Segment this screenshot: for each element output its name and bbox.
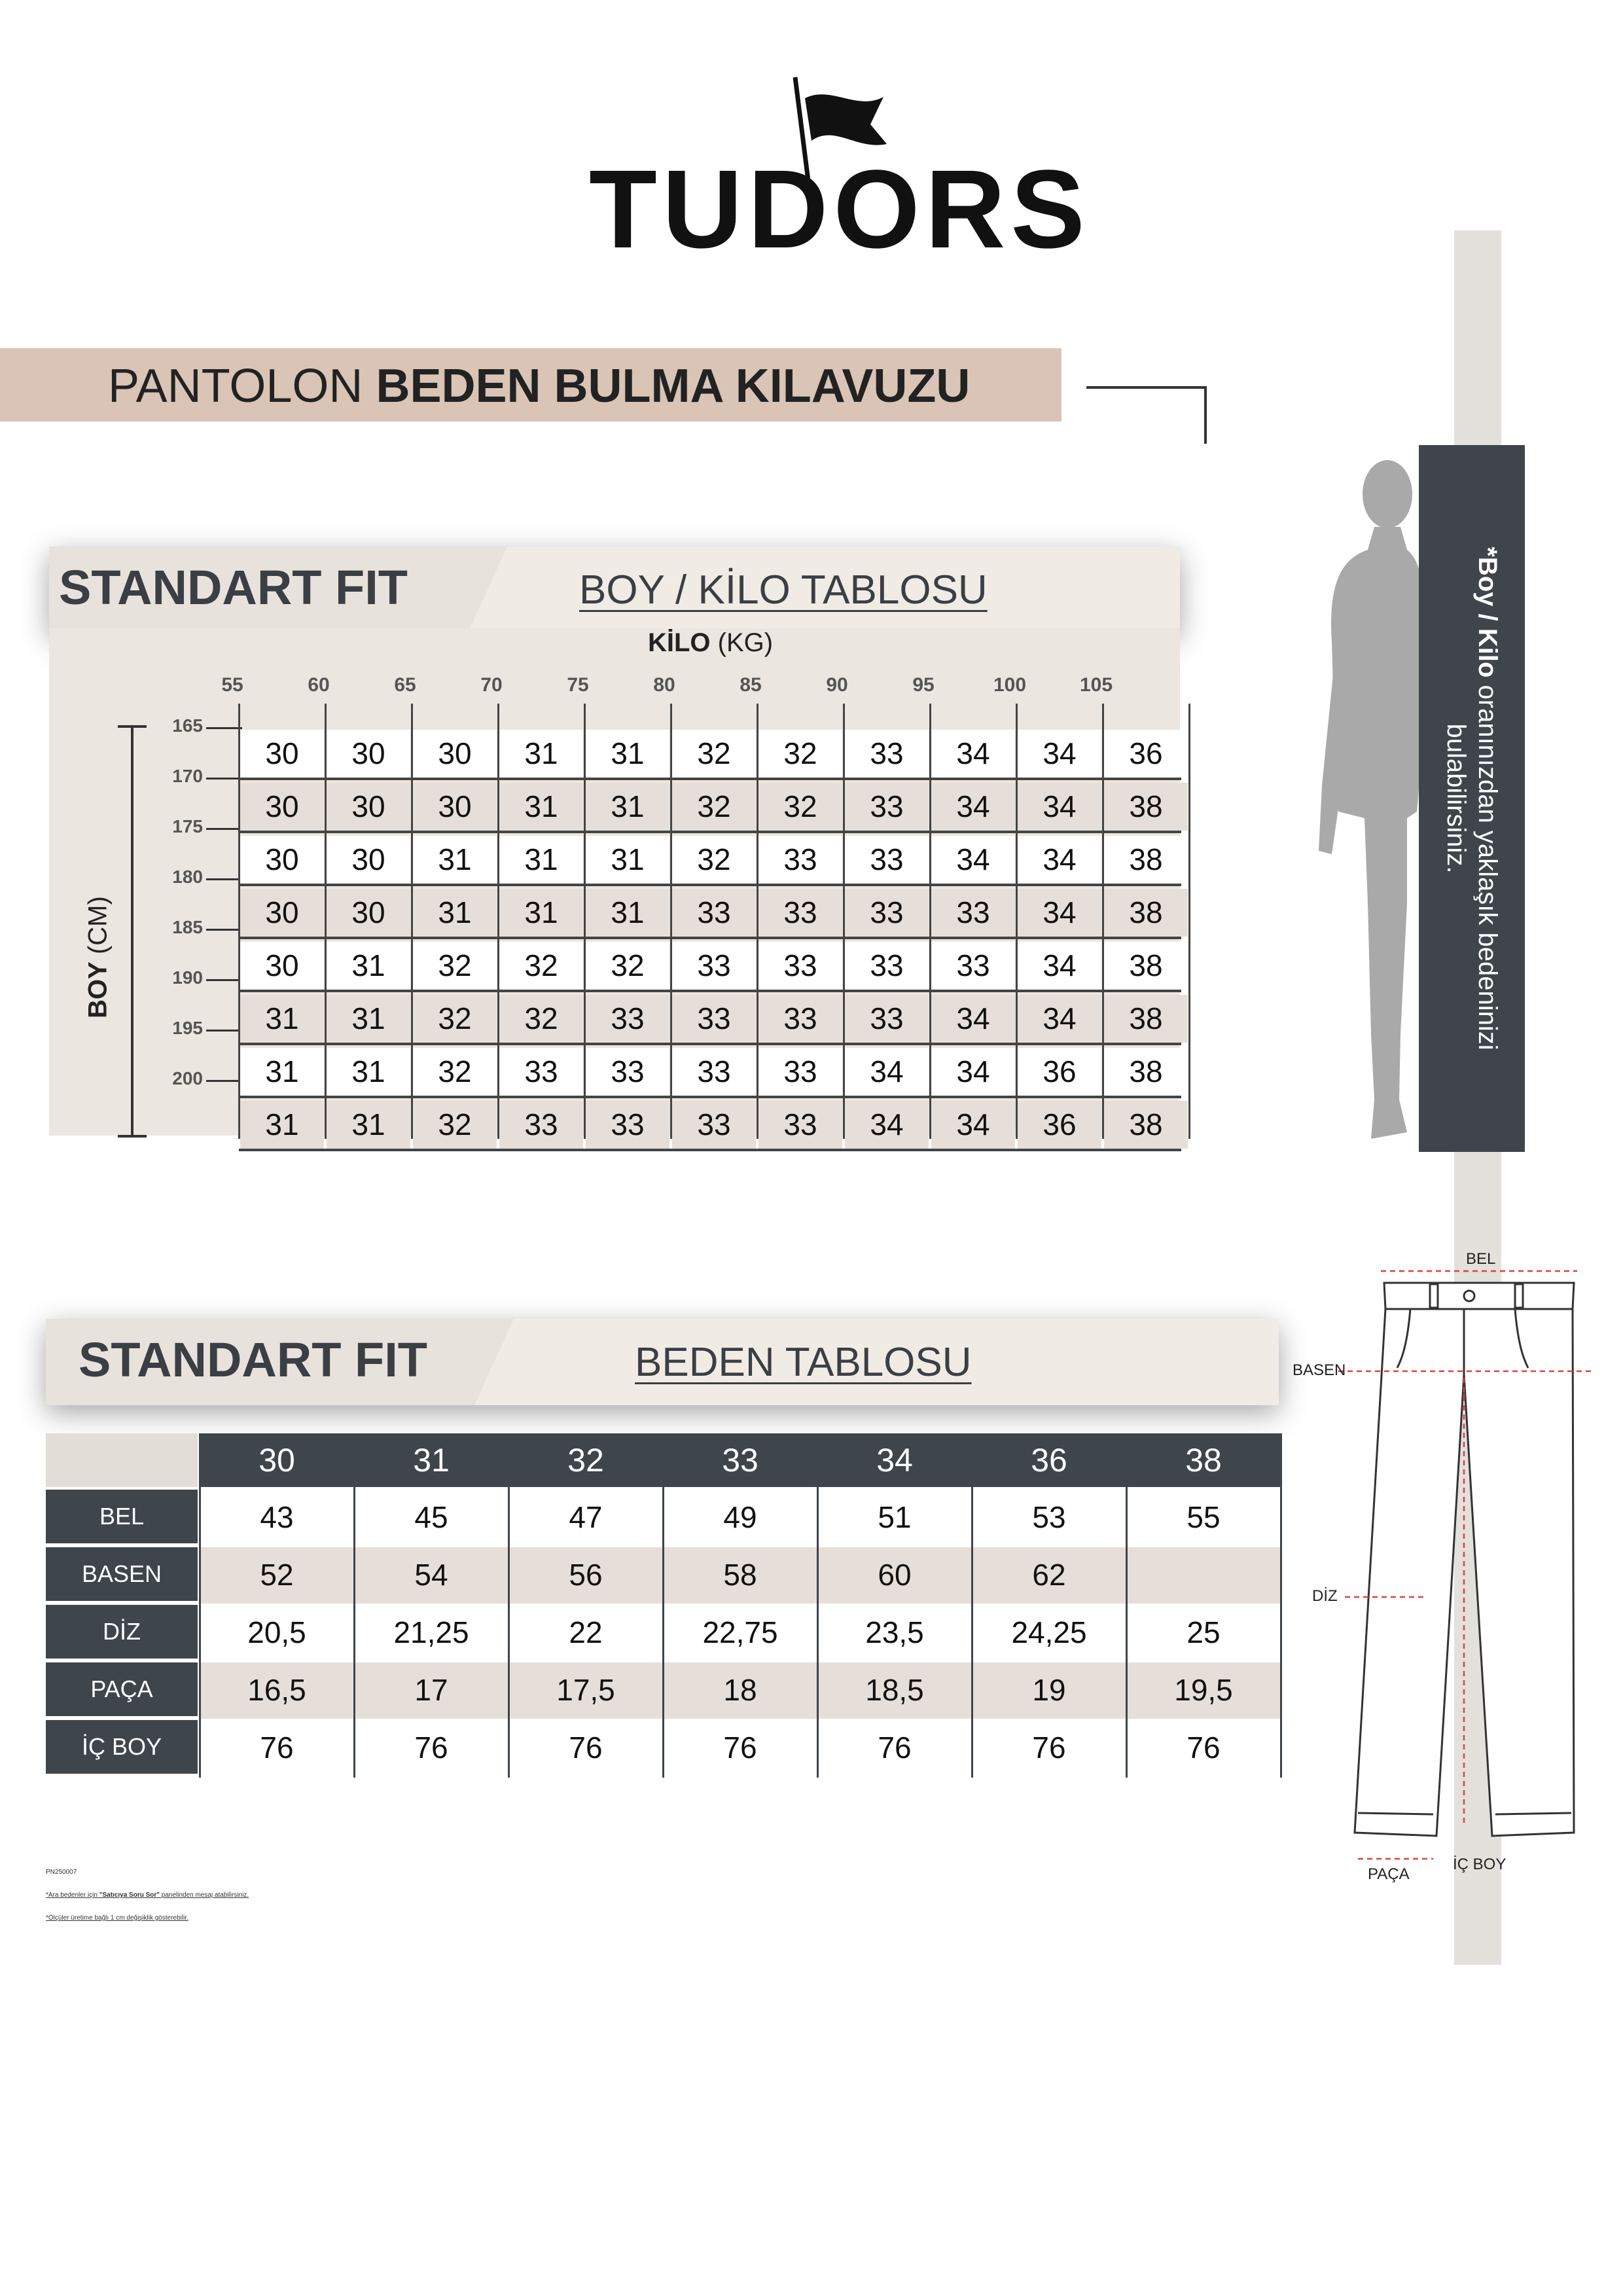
table-cell: 18,5 bbox=[865, 1673, 924, 1707]
measure-label: İÇ BOY bbox=[46, 1720, 198, 1774]
grid-vline bbox=[411, 704, 413, 1139]
table-cell: 33 bbox=[499, 1048, 583, 1096]
boy-tick-line bbox=[206, 929, 242, 931]
brand-logo bbox=[589, 72, 1090, 272]
table-cell: 31 bbox=[327, 995, 410, 1043]
boy-tick-line bbox=[206, 979, 242, 981]
kilo-label-unit: (KG) bbox=[717, 628, 774, 657]
table-cell: 36 bbox=[1104, 730, 1188, 778]
grid-vline bbox=[325, 704, 327, 1139]
table-cell: 76 bbox=[1032, 1731, 1066, 1765]
table-vline bbox=[817, 1433, 819, 1778]
table-cell: 33 bbox=[672, 1101, 756, 1149]
pants-diagram bbox=[1293, 1244, 1607, 1898]
boy-tick-line bbox=[206, 828, 242, 830]
table-cell: 30 bbox=[240, 730, 324, 778]
kilo-tick: 100 bbox=[993, 674, 1027, 696]
side-note-text: oranınızdan yaklaşık bedeninizi bulabilirsiniz. bbox=[1442, 677, 1502, 1050]
side-note bbox=[1440, 471, 1503, 1126]
table-cell: 33 bbox=[931, 889, 1015, 937]
boy-tick: 200 bbox=[172, 1068, 203, 1088]
table-cell: 38 bbox=[1104, 1101, 1188, 1149]
kilo-tick: 80 bbox=[653, 674, 675, 696]
table-cell: 30 bbox=[327, 783, 410, 831]
human-silhouette-icon bbox=[1309, 445, 1427, 1152]
kilo-tick: 55 bbox=[221, 674, 243, 696]
measure-label: BEL bbox=[46, 1490, 198, 1543]
grid-vline bbox=[1188, 704, 1190, 1139]
table-cell: 47 bbox=[569, 1500, 603, 1534]
boy-label-bold: BOY bbox=[83, 961, 113, 1018]
table-row bbox=[239, 889, 1181, 939]
table-cell: 53 bbox=[1032, 1500, 1066, 1534]
table-cell: 33 bbox=[672, 1048, 756, 1096]
table-cell: 31 bbox=[499, 836, 583, 884]
boy-kilo-grid bbox=[239, 730, 1181, 1154]
grid-vline bbox=[757, 704, 758, 1139]
table-cell: 32 bbox=[758, 783, 842, 831]
table-cell: 33 bbox=[845, 942, 929, 990]
size-header: 36 bbox=[972, 1433, 1126, 1487]
table-cell: 22,75 bbox=[702, 1615, 778, 1649]
label-basen: BASEN bbox=[1293, 1361, 1346, 1379]
table-cell: 34 bbox=[1018, 995, 1101, 1043]
section-header-beden bbox=[46, 1319, 1279, 1405]
table-cell: 32 bbox=[672, 836, 756, 884]
table-vline bbox=[353, 1433, 355, 1778]
table-cell: 31 bbox=[413, 836, 497, 884]
kilo-tick: 75 bbox=[567, 674, 589, 696]
kilo-tick: 85 bbox=[740, 674, 762, 696]
measure-label: DİZ bbox=[46, 1605, 198, 1659]
table-cell: 32 bbox=[586, 942, 669, 990]
table-vline bbox=[971, 1433, 973, 1778]
table-cell: 30 bbox=[327, 889, 410, 937]
table-cell: 33 bbox=[672, 889, 756, 937]
table-cell: 30 bbox=[327, 730, 410, 778]
boy-axis-label bbox=[84, 859, 113, 1056]
table-cell: 34 bbox=[931, 783, 1015, 831]
table-cell: 54 bbox=[414, 1558, 448, 1592]
table-cell: 34 bbox=[1018, 730, 1101, 778]
table-cell: 62 bbox=[1032, 1558, 1066, 1592]
table-cell: 38 bbox=[1104, 942, 1188, 990]
table-cell: 33 bbox=[586, 1048, 669, 1096]
table-cell: 20,5 bbox=[247, 1615, 306, 1649]
table-cell: 31 bbox=[327, 1101, 410, 1149]
table-cell: 34 bbox=[931, 995, 1015, 1043]
table-cell: 31 bbox=[327, 1048, 410, 1096]
title-corner-line bbox=[1086, 386, 1207, 444]
table-vline bbox=[1126, 1433, 1128, 1778]
table-cell: 22 bbox=[569, 1615, 603, 1649]
title-light: PANTOLON bbox=[108, 360, 363, 412]
table-cell: 32 bbox=[672, 730, 756, 778]
pants-icon bbox=[1293, 1244, 1607, 1898]
kilo-tick: 70 bbox=[480, 674, 503, 696]
grid-vline bbox=[584, 704, 586, 1139]
table-cell: 34 bbox=[931, 1048, 1015, 1096]
section-subtitle: BOY / KİLO TABLOSU bbox=[579, 567, 988, 613]
table-cell: 25 bbox=[1186, 1615, 1221, 1649]
section-header-boy-kilo bbox=[49, 547, 1180, 633]
table-row bbox=[239, 942, 1181, 992]
table-cell: 32 bbox=[413, 1101, 497, 1149]
table-cell: 33 bbox=[758, 889, 842, 937]
table-cell: 49 bbox=[723, 1500, 757, 1534]
table-cell: 34 bbox=[931, 836, 1015, 884]
table-cell: 76 bbox=[723, 1731, 757, 1765]
boy-tick: 180 bbox=[172, 867, 203, 887]
table-cell: 34 bbox=[931, 730, 1015, 778]
table-cell: 38 bbox=[1104, 1048, 1188, 1096]
table-cell: 55 bbox=[1186, 1500, 1221, 1534]
grid-vline bbox=[670, 704, 672, 1139]
side-note-bold: *Boy / Kilo bbox=[1473, 547, 1502, 678]
table-cell: 51 bbox=[878, 1500, 912, 1534]
boy-axis-cap-bottom bbox=[118, 1135, 147, 1138]
grid-vline bbox=[843, 704, 845, 1139]
table-cell: 32 bbox=[413, 1048, 497, 1096]
note-1-pre: *Ara bedenler için bbox=[46, 1892, 99, 1899]
table-cell: 23,5 bbox=[865, 1615, 924, 1649]
table-cell: 45 bbox=[414, 1500, 448, 1534]
table-cell: 30 bbox=[413, 783, 497, 831]
section-fit-title: STANDART FIT bbox=[79, 1333, 427, 1387]
table-cell: 32 bbox=[413, 995, 497, 1043]
boy-tick: 165 bbox=[172, 715, 203, 736]
table-cell: 34 bbox=[1018, 836, 1101, 884]
table-cell: 34 bbox=[1018, 783, 1101, 831]
table-cell: 76 bbox=[414, 1731, 448, 1765]
table-cell: 76 bbox=[260, 1731, 294, 1765]
boy-tick: 190 bbox=[172, 967, 203, 988]
label-diz: DİZ bbox=[1312, 1587, 1338, 1605]
table-row bbox=[239, 783, 1181, 833]
table-cell: 32 bbox=[672, 783, 756, 831]
table-cell: 76 bbox=[878, 1731, 912, 1765]
boy-tick-line bbox=[206, 1030, 242, 1031]
table-cell: 52 bbox=[260, 1558, 294, 1592]
note-1-bold: "Satıcıya Soru Sor" bbox=[99, 1892, 160, 1899]
table-cell: 31 bbox=[413, 889, 497, 937]
table-cell: 33 bbox=[845, 836, 929, 884]
measure-label: BASEN bbox=[46, 1547, 198, 1601]
table-cell: 18 bbox=[723, 1673, 757, 1707]
size-header: 34 bbox=[818, 1433, 971, 1487]
table-cell: 56 bbox=[569, 1558, 603, 1592]
boy-tick-line bbox=[206, 1080, 242, 1082]
label-ic-boy: İÇ BOY bbox=[1453, 1856, 1507, 1873]
kilo-tick: 60 bbox=[308, 674, 330, 696]
table-cell: 31 bbox=[499, 889, 583, 937]
size-header: 32 bbox=[509, 1433, 662, 1487]
table-cell: 33 bbox=[586, 995, 669, 1043]
table-cell: 38 bbox=[1104, 836, 1188, 884]
table-cell: 34 bbox=[931, 1101, 1015, 1149]
grid-vline bbox=[929, 704, 931, 1139]
table-cell: 30 bbox=[240, 942, 324, 990]
product-code: PN250007 bbox=[46, 1869, 77, 1876]
kilo-tick: 90 bbox=[826, 674, 848, 696]
table-cell: 33 bbox=[758, 836, 842, 884]
table-cell: 33 bbox=[845, 730, 929, 778]
table-cell: 33 bbox=[758, 1101, 842, 1149]
table-cell: 36 bbox=[1018, 1101, 1101, 1149]
table-cell: 30 bbox=[240, 889, 324, 937]
kilo-axis-label bbox=[648, 628, 773, 658]
table-cell: 32 bbox=[758, 730, 842, 778]
table-vline bbox=[199, 1433, 201, 1778]
grid-vline bbox=[1102, 704, 1104, 1139]
table-cell: 36 bbox=[1018, 1048, 1101, 1096]
table-cell: 33 bbox=[758, 1048, 842, 1096]
boy-tick-line bbox=[206, 778, 242, 780]
boy-axis-line bbox=[131, 725, 134, 1138]
side-note-panel bbox=[1419, 445, 1525, 1152]
table-cell: 38 bbox=[1104, 995, 1188, 1043]
table-cell: 34 bbox=[845, 1048, 929, 1096]
table-cell: 31 bbox=[327, 942, 410, 990]
table-cell: 33 bbox=[499, 1101, 583, 1149]
table-cell: 33 bbox=[758, 995, 842, 1043]
table-cell: 33 bbox=[845, 995, 929, 1043]
table-row bbox=[239, 1101, 1181, 1151]
table-cell: 33 bbox=[845, 783, 929, 831]
grid-vline bbox=[497, 704, 499, 1139]
table-cell: 31 bbox=[586, 836, 669, 884]
size-header: 31 bbox=[355, 1433, 508, 1487]
kilo-tick: 65 bbox=[394, 674, 416, 696]
table-cell: 38 bbox=[1104, 889, 1188, 937]
note-2: *Ölçüler üretime bağlı 1 cm değişiklik gösterebilir. bbox=[46, 1914, 188, 1922]
table-vline bbox=[1280, 1433, 1282, 1778]
note-1-post: panelinden mesaj atabilirsiniz. bbox=[160, 1892, 249, 1899]
table-cell: 30 bbox=[240, 836, 324, 884]
table-cell: 32 bbox=[499, 942, 583, 990]
table-cell: 43 bbox=[260, 1500, 294, 1534]
section-fit-title: STANDART FIT bbox=[59, 560, 408, 615]
brand-name: TUDORS bbox=[589, 147, 1090, 272]
table-cell: 31 bbox=[586, 783, 669, 831]
table-cell: 31 bbox=[499, 783, 583, 831]
table-cell: 76 bbox=[569, 1731, 603, 1765]
table-cell: 31 bbox=[240, 1048, 324, 1096]
label-paca: PAÇA bbox=[1368, 1865, 1410, 1883]
table-cell: 19,5 bbox=[1174, 1673, 1233, 1707]
table-cell bbox=[1127, 1547, 1280, 1602]
table-cell: 31 bbox=[240, 995, 324, 1043]
table-cell: 58 bbox=[723, 1558, 757, 1592]
label-bel: BEL bbox=[1466, 1250, 1496, 1268]
kilo-label-bold: KİLO bbox=[648, 628, 711, 657]
table-cell: 34 bbox=[1018, 889, 1101, 937]
boy-axis-cap-top bbox=[118, 725, 147, 728]
kilo-tick: 95 bbox=[912, 674, 935, 696]
table-cell: 24,25 bbox=[1011, 1615, 1087, 1649]
grid-vline bbox=[1016, 704, 1018, 1139]
table-cell: 19 bbox=[1032, 1673, 1066, 1707]
table-vline bbox=[508, 1433, 510, 1778]
table-vline bbox=[662, 1433, 664, 1778]
table-row bbox=[239, 730, 1181, 780]
table-cell: 33 bbox=[845, 889, 929, 937]
table-cell: 33 bbox=[586, 1101, 669, 1149]
table-cell: 31 bbox=[586, 889, 669, 937]
boy-tick: 185 bbox=[172, 917, 203, 937]
table-cell: 33 bbox=[672, 942, 756, 990]
note-1 bbox=[46, 1892, 249, 1899]
page-title bbox=[108, 360, 971, 412]
boy-tick-line bbox=[206, 727, 242, 729]
size-header: 30 bbox=[200, 1433, 353, 1487]
table-cell: 33 bbox=[758, 942, 842, 990]
table-cell: 33 bbox=[672, 995, 756, 1043]
table-cell: 34 bbox=[1018, 942, 1101, 990]
table-cell: 34 bbox=[845, 1101, 929, 1149]
size-header: 38 bbox=[1127, 1433, 1280, 1487]
boy-tick: 170 bbox=[172, 766, 203, 786]
table-cell: 60 bbox=[878, 1558, 912, 1592]
title-bold: BEDEN BULMA KILAVUZU bbox=[376, 360, 971, 412]
table-cell: 33 bbox=[931, 942, 1015, 990]
table-row bbox=[239, 995, 1181, 1045]
boy-tick-line bbox=[206, 878, 242, 880]
table-cell: 30 bbox=[240, 783, 324, 831]
table-cell: 30 bbox=[413, 730, 497, 778]
section-subtitle: BEDEN TABLOSU bbox=[635, 1340, 972, 1385]
boy-tick: 195 bbox=[172, 1018, 203, 1038]
table-cell: 17 bbox=[414, 1673, 448, 1707]
table-corner bbox=[46, 1433, 198, 1487]
table-row bbox=[239, 836, 1181, 886]
table-cell: 30 bbox=[327, 836, 410, 884]
table-cell: 38 bbox=[1104, 783, 1188, 831]
table-cell: 32 bbox=[499, 995, 583, 1043]
table-cell: 31 bbox=[499, 730, 583, 778]
table-cell: 16,5 bbox=[247, 1673, 306, 1707]
table-row bbox=[239, 1048, 1181, 1098]
title-banner bbox=[0, 348, 1061, 422]
grid-vline bbox=[238, 704, 240, 1139]
measure-label: PAÇA bbox=[46, 1662, 198, 1716]
boy-label-unit: (CM) bbox=[83, 896, 113, 955]
table-cell: 21,25 bbox=[393, 1615, 469, 1649]
table-cell: 32 bbox=[413, 942, 497, 990]
size-header: 33 bbox=[664, 1433, 817, 1487]
kilo-tick: 105 bbox=[1079, 674, 1113, 696]
table-cell: 31 bbox=[240, 1101, 324, 1149]
table-cell: 31 bbox=[586, 730, 669, 778]
boy-tick: 175 bbox=[172, 816, 203, 836]
table-cell: 76 bbox=[1186, 1731, 1221, 1765]
table-cell: 17,5 bbox=[556, 1673, 615, 1707]
